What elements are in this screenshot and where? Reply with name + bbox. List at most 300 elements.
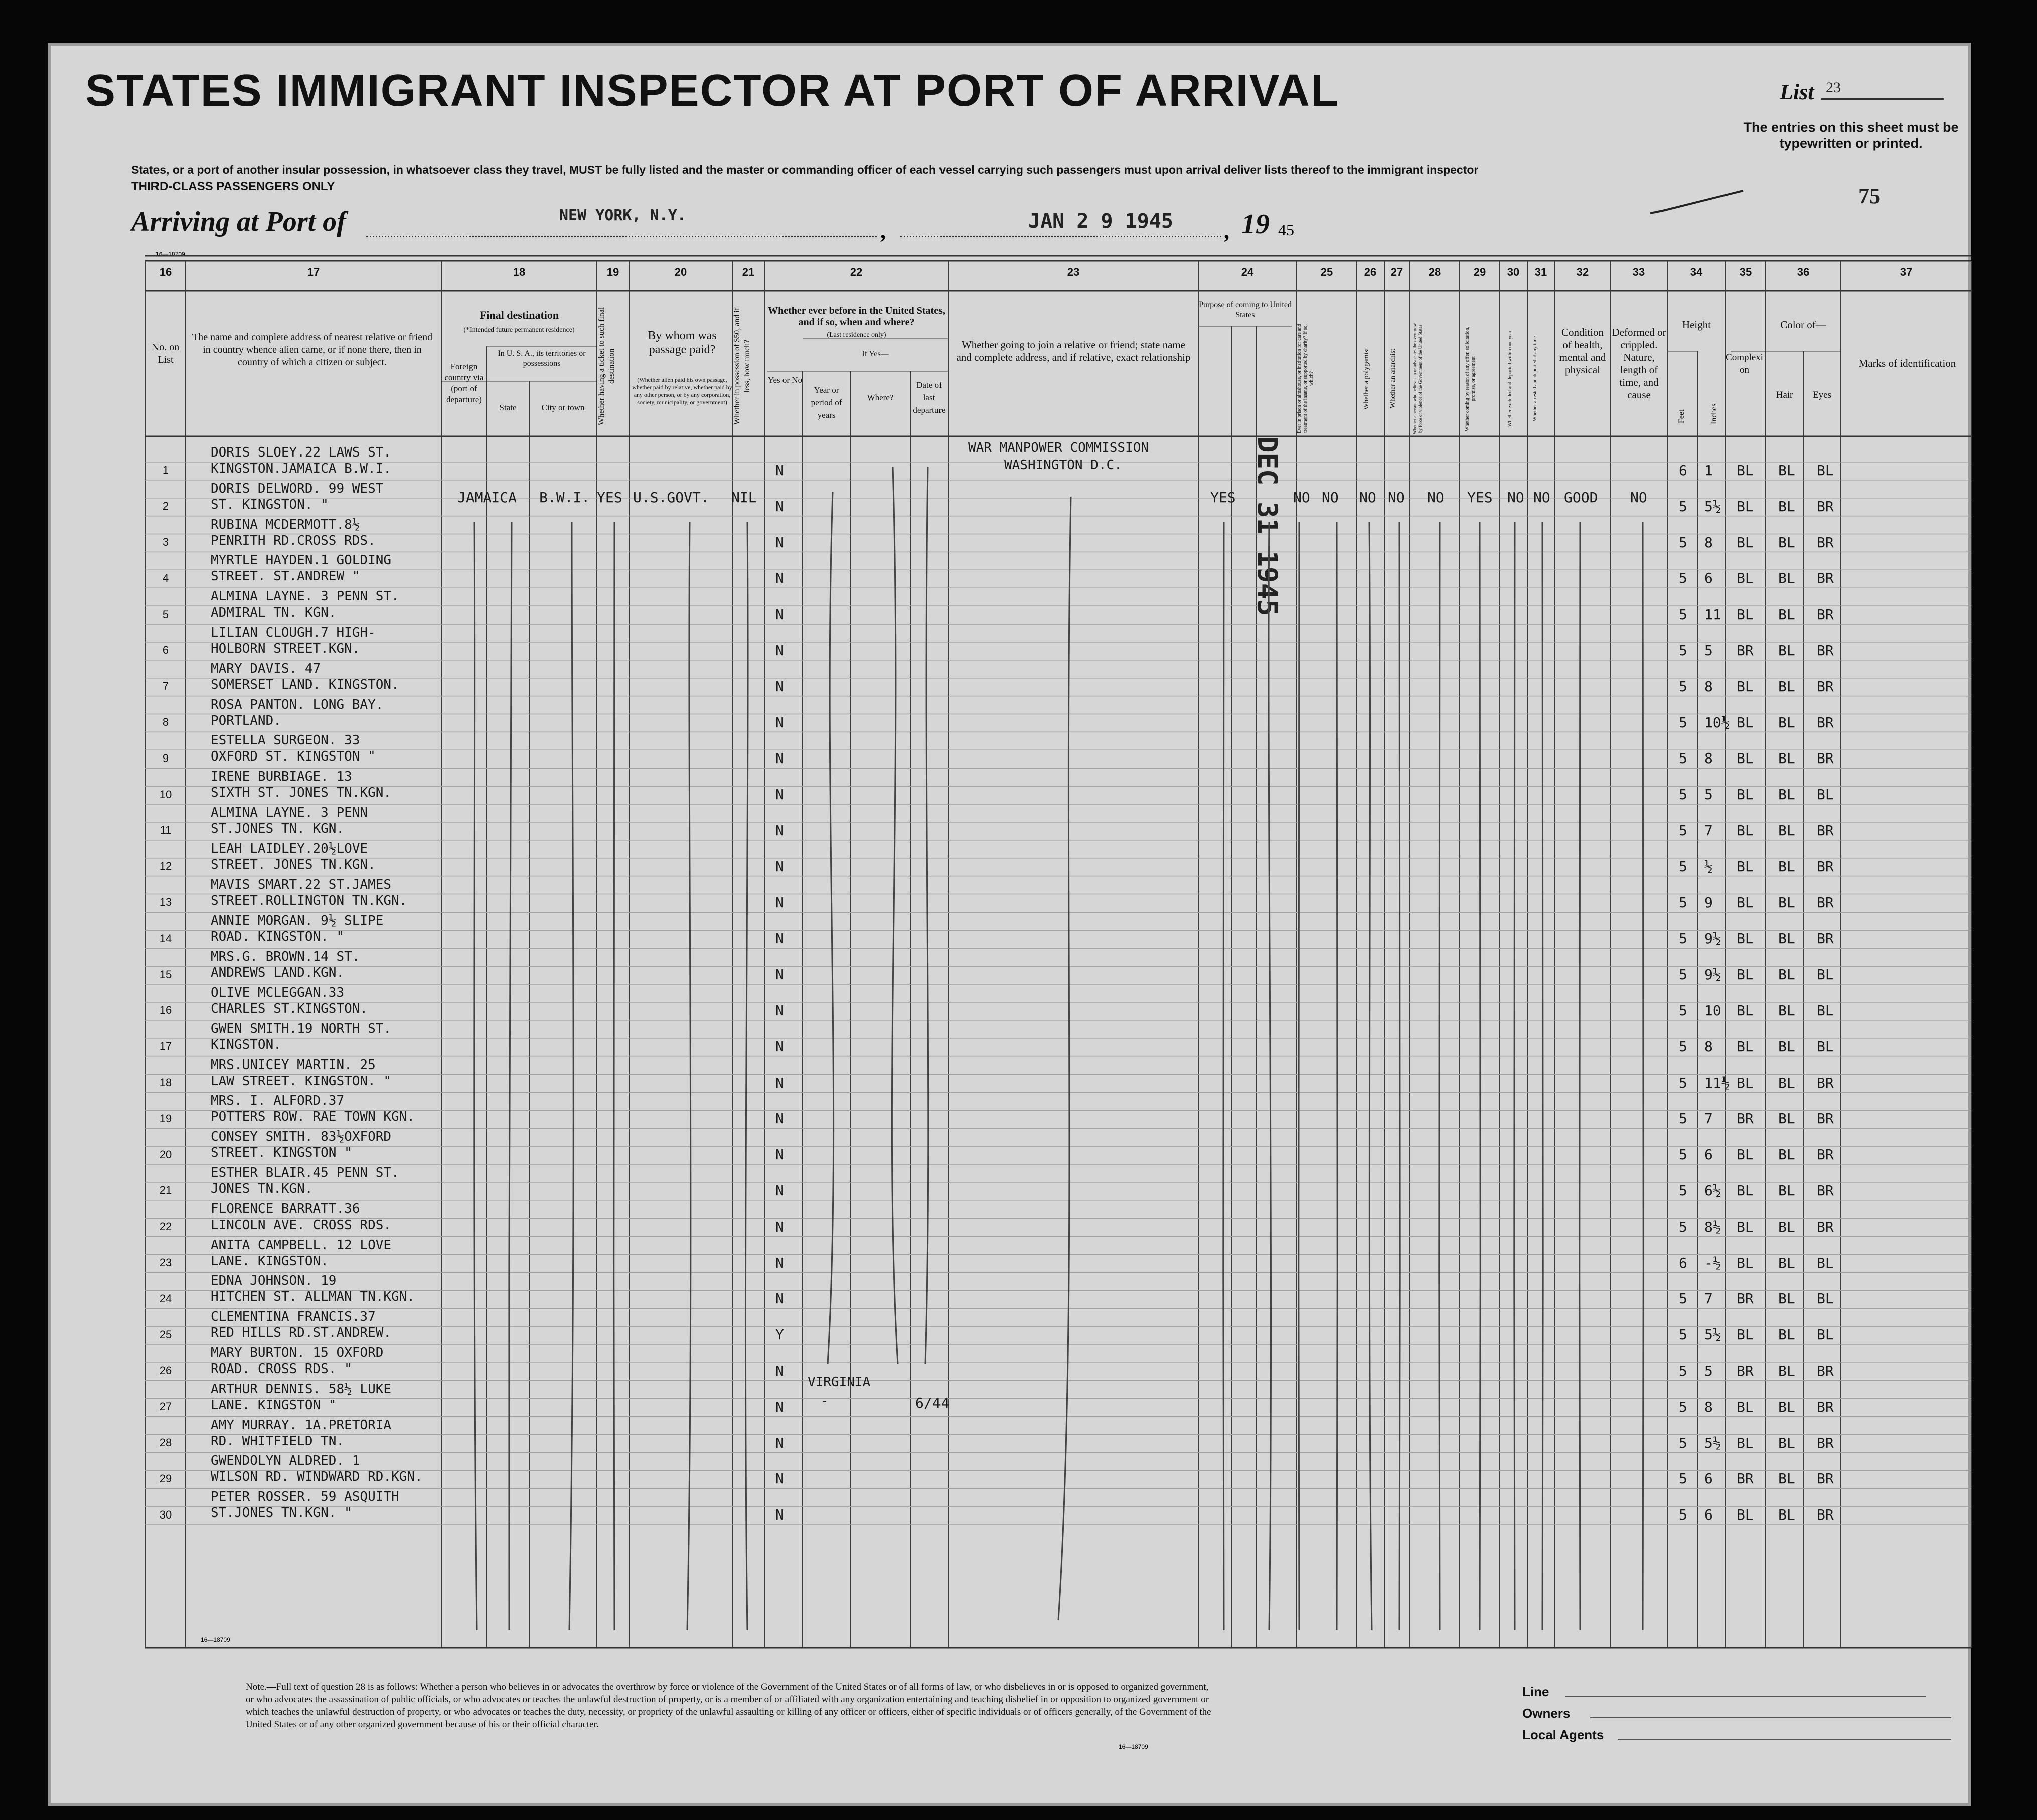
header-foreign-country: Foreign country via (port of departure)	[444, 362, 484, 404]
height-feet-value: 6	[1679, 1254, 1687, 1271]
passenger-relative-line-1: ALMINA LAYNE. 3 PENN ST.	[211, 589, 399, 604]
column-number: 35	[1739, 266, 1752, 278]
year-prefix: 19	[1241, 209, 1270, 240]
header-deformed: Deformed or crippled. Nature, length of time, and cause	[1612, 326, 1666, 401]
passenger-relative-line-2: PENRITH RD.CROSS RDS.	[211, 533, 376, 548]
passenger-relative-line-1: ANITA CAMPBELL. 12 LOVE	[211, 1237, 392, 1253]
passenger-relative-line-2: WILSON RD. WINDWARD RD.KGN.	[211, 1469, 423, 1485]
header-yes-no: Yes or No	[767, 375, 803, 385]
eye-color-value: BR	[1817, 894, 1834, 911]
header-passage-paid: By whom was passage paid?	[648, 329, 717, 356]
row-number: 2	[162, 500, 169, 513]
header-marks: Marks of identification	[1858, 357, 1956, 369]
foreign-country-value: JAMAICA	[457, 489, 517, 506]
height-inches-value: 7	[1704, 1290, 1713, 1307]
column-number: 26	[1364, 266, 1377, 278]
joining-line-2: WASHINGTON D.C.	[1004, 458, 1122, 473]
height-inches-value: 1	[1704, 462, 1713, 479]
hair-color-value: BL	[1778, 1398, 1795, 1415]
header-in-usa: In U. S. A., its territories or possessions	[498, 349, 586, 368]
height-inches-value: 5	[1704, 786, 1713, 803]
passenger-relative-line-1: CONSEY SMITH. 83½OXFORD	[211, 1129, 392, 1145]
eye-color-value: BR	[1817, 1506, 1834, 1524]
column-number: 37	[1900, 266, 1913, 278]
header-no-on-list: No. on List	[151, 342, 180, 365]
column-number: 21	[742, 266, 755, 278]
height-feet-value: 5	[1679, 1038, 1687, 1055]
passenger-relative-line-1: ESTHER BLAIR.45 PENN ST.	[211, 1165, 399, 1180]
eye-color-value: BR	[1817, 1470, 1834, 1487]
previously-in-us-value: N	[775, 1434, 784, 1451]
class-line: THIRD-CLASS PASSENGERS ONLY	[131, 180, 335, 193]
complexion-value: BL	[1737, 678, 1754, 695]
height-feet-value: 5	[1679, 1002, 1687, 1019]
height-feet-value: 5	[1679, 678, 1687, 695]
passenger-relative-line-2: PORTLAND.	[211, 713, 281, 728]
passenger-relative-line-2: RD. WHITFIELD TN.	[211, 1433, 345, 1449]
passenger-relative-line-1: LILIAN CLOUGH.7 HIGH-	[211, 625, 376, 640]
passenger-relative-line-2: ROAD. KINGSTON. "	[211, 929, 345, 945]
header-inches: Inches	[1710, 403, 1718, 424]
header-offer: Whether coming by reason of any offer, solicitation, promise, or agreement	[1465, 326, 1476, 431]
row-number: 11	[160, 824, 172, 837]
eye-color-value: BR	[1817, 858, 1834, 875]
arrested-value: NO	[1533, 489, 1550, 506]
height-feet-value: 5	[1679, 498, 1687, 515]
height-inches-value: 7	[1704, 1110, 1713, 1127]
height-feet-value: 5	[1679, 714, 1687, 731]
column-number: 27	[1390, 266, 1403, 278]
complexion-value: BR	[1737, 1290, 1754, 1307]
height-inches-value: 5	[1704, 642, 1713, 659]
previously-in-us-value: N	[775, 1254, 784, 1271]
hair-color-value: BL	[1778, 1470, 1795, 1487]
hair-color-value: BL	[1778, 678, 1795, 695]
eye-color-value: BL	[1817, 1290, 1834, 1307]
header-hair: Hair	[1776, 390, 1793, 400]
previous-where-value: VIRGINIA	[808, 1375, 871, 1390]
passenger-relative-line-2: STREET.ROLLINGTON TN.KGN.	[211, 893, 407, 908]
passenger-relative-line-2: ADMIRAL TN. KGN.	[211, 605, 337, 621]
hair-color-value: BL	[1778, 462, 1795, 479]
passenger-relative-line-2: ST.JONES TN. KGN.	[211, 821, 345, 836]
complexion-value: BL	[1737, 1218, 1754, 1235]
passenger-relative-line-2: ST. KINGSTON. "	[211, 497, 329, 512]
complexion-value: BL	[1737, 498, 1754, 515]
eye-color-value: BL	[1817, 966, 1834, 983]
header-year: Year or period of years	[811, 385, 842, 420]
money-value: NIL	[731, 489, 757, 506]
offer-value: YES	[1467, 489, 1493, 506]
hair-color-value: BL	[1778, 1434, 1795, 1451]
row-number: 6	[162, 644, 169, 657]
height-inches-value: 11½	[1704, 1074, 1730, 1091]
height-inches-value: 8	[1704, 1398, 1713, 1415]
header-anarchist: Whether an anarchist	[1389, 349, 1397, 409]
previously-in-us-value: N	[775, 786, 784, 803]
eye-color-value: BR	[1817, 1074, 1834, 1091]
previously-in-us-value: N	[775, 966, 784, 983]
eye-color-value: BR	[1817, 498, 1834, 515]
passenger-relative-line-1: LEAH LAIDLEY.20½LOVE	[211, 841, 368, 856]
eye-color-value: BR	[1817, 1146, 1834, 1163]
passenger-relative-line-1: ESTELLA SURGEON. 33	[211, 733, 360, 748]
header-arrested: Whether arrested and deported at any time	[1532, 336, 1538, 421]
header-feet: Feet	[1677, 409, 1686, 423]
sheet-number: 75	[1858, 184, 1881, 208]
passenger-relative-line-1: GWEN SMITH.19 NORTH ST.	[211, 1021, 392, 1036]
eye-color-value: BR	[1817, 930, 1834, 947]
complexion-value: BR	[1737, 1362, 1754, 1379]
passenger-relative-line-2: ST.JONES TN.KGN. "	[211, 1505, 352, 1521]
column-number: 34	[1690, 266, 1703, 278]
passenger-relative-line-1: IRENE BURBIAGE. 13	[211, 769, 352, 785]
row-number: 20	[159, 1148, 172, 1161]
passenger-relative-line-1: GWENDOLYN ALDRED. 1	[211, 1453, 360, 1469]
height-inches-value: 9½	[1704, 966, 1721, 983]
question-28-note: Note.—Full text of question 28 is as follows: Whether a person who believes in or advocates the overthrow by force or violence of the Government of the United States or of all forms of law, or who disbelieves in or is opposed to organized government, or who advocates the assassination of public officials, or who advocates or teaches the unlawful destruction of property, or is a member of or affiliated with any organization entertaining and teaching disbelief in or opposition to organized government or which teaches the unlawful destruction of property, or who advocates or teaches the duty, necessity, or propriety of the unlawful assaulting or killing of any officer or officers, either of specific individuals or of officers generally, of the Government of the United States or of any other organized government because of his or their official character.	[246, 1682, 1211, 1730]
column-number: 20	[674, 266, 687, 278]
anarchist-value: NO	[1388, 489, 1405, 506]
previously-in-us-value: N	[775, 750, 784, 767]
previously-in-us-value: N	[775, 894, 784, 911]
eye-color-value: BR	[1817, 714, 1834, 731]
page-title: STATES IMMIGRANT INSPECTOR AT PORT OF ARRIVAL	[85, 66, 1339, 116]
header-height: Height	[1682, 319, 1711, 331]
previously-in-us-value: N	[775, 1470, 784, 1487]
line-label: Line	[1522, 1684, 1549, 1699]
row-number: 9	[162, 751, 169, 765]
height-inches-value: 10	[1704, 1002, 1721, 1019]
eye-color-value: BR	[1817, 1182, 1834, 1199]
previously-in-us-value: N	[775, 858, 784, 875]
hair-color-value: BL	[1778, 570, 1795, 587]
hair-color-value: BL	[1778, 1506, 1795, 1524]
note-form-code: 16—18709	[1119, 1743, 1148, 1750]
column-number: 36	[1797, 266, 1810, 278]
header-health: Condition of health, mental and physical	[1559, 326, 1606, 376]
passenger-relative-line-1: MAVIS SMART.22 ST.JAMES	[211, 877, 392, 892]
height-inches-value: 8½	[1704, 1218, 1721, 1235]
previously-in-us-value: N	[775, 678, 784, 695]
height-inches-value: 7	[1704, 822, 1713, 839]
previously-in-us-value: N	[775, 1110, 784, 1127]
height-feet-value: 5	[1679, 786, 1687, 803]
eye-color-value: BL	[1817, 1002, 1834, 1019]
subtitle: States, or a port of another insular possession, in whatsoever class they travel, MUST be fully listed and the master or commanding officer of each vessel carrying such passengers must upon arrival deliver lists thereof to the immigrant inspector	[131, 163, 1479, 176]
column-number: 16	[159, 266, 172, 278]
passenger-relative-line-2: SIXTH ST. JONES TN.KGN.	[211, 785, 392, 801]
passenger-relative-line-1: CLEMENTINA FRANCIS.37	[211, 1309, 376, 1325]
eye-color-value: BR	[1817, 822, 1834, 839]
excluded-value: NO	[1507, 489, 1524, 506]
arriving-label: Arriving at Port of	[131, 206, 346, 237]
hair-color-value: BL	[1778, 930, 1795, 947]
eye-color-value: BL	[1817, 1038, 1834, 1055]
hair-color-value: BL	[1778, 966, 1795, 983]
complexion-value: BL	[1737, 1506, 1754, 1524]
passenger-relative-line-2: STREET. ST.ANDREW "	[211, 569, 360, 584]
row-number: 8	[162, 716, 169, 729]
hair-color-value: BL	[1778, 750, 1795, 767]
row-number: 10	[159, 788, 172, 801]
passenger-relative-line-2: LANE. KINGSTON "	[211, 1397, 337, 1413]
eye-color-value: BR	[1817, 642, 1834, 659]
typewritten-instruction: The entries on this sheet must be typewritten or printed.	[1743, 120, 1959, 151]
prison-value: NO	[1322, 489, 1339, 506]
row-number: 25	[159, 1328, 172, 1341]
hair-color-value: BL	[1778, 714, 1795, 731]
header-where: Where?	[867, 393, 894, 402]
passenger-relative-line-1: PETER ROSSER. 59 ASQUITH	[211, 1489, 399, 1505]
row-number: 3	[162, 536, 169, 549]
column-number: 25	[1320, 266, 1333, 278]
eye-color-value: BR	[1817, 1398, 1834, 1415]
hair-color-value: BL	[1778, 1326, 1795, 1343]
local-agents-label: Local Agents	[1522, 1727, 1604, 1742]
passenger-relative-line-1: AMY MURRAY. 1A.PRETORIA	[211, 1417, 392, 1433]
complexion-value: BL	[1737, 930, 1754, 947]
previously-in-us-value: Y	[775, 1326, 784, 1343]
passenger-relative-line-1: EDNA JOHNSON. 19	[211, 1273, 337, 1289]
passenger-relative-line-1: MARY BURTON. 15 OXFORD	[211, 1345, 384, 1360]
row-number: 19	[159, 1112, 172, 1125]
passenger-relative-line-2: LINCOLN AVE. CROSS RDS.	[211, 1217, 392, 1233]
previously-in-us-value: N	[775, 930, 784, 947]
header-final-destination-note: (*Intended future permanent residence)	[463, 326, 575, 334]
complexion-value: BL	[1737, 786, 1754, 803]
complexion-value: BL	[1737, 1434, 1754, 1451]
complexion-value: BL	[1737, 570, 1754, 587]
header-complexion: Complexion	[1726, 352, 1763, 375]
passenger-relative-line-1: OLIVE MCLEGGAN.33	[211, 985, 345, 1000]
row-number: 18	[159, 1076, 172, 1089]
previously-in-us-value: N	[775, 534, 784, 551]
header-excluded: Whether excluded and deported within one year	[1507, 330, 1513, 427]
row-number: 21	[159, 1184, 172, 1197]
previously-in-us-value: N	[775, 714, 784, 731]
passenger-relative-line-2: ANDREWS LAND.KGN.	[211, 965, 345, 981]
height-feet-value: 5	[1679, 1074, 1687, 1091]
column-number: 33	[1632, 266, 1645, 278]
joining-line-1: WAR MANPOWER COMMISSION	[968, 440, 1149, 456]
complexion-value: BL	[1737, 966, 1754, 983]
height-inches-value: 6½	[1704, 1182, 1721, 1199]
previously-in-us-value: N	[775, 642, 784, 659]
eye-color-value: BR	[1817, 750, 1834, 767]
header-city: City or town	[541, 403, 585, 412]
row-number: 12	[159, 860, 172, 873]
complexion-value: BL	[1737, 894, 1754, 911]
height-feet-value: 5	[1679, 642, 1687, 659]
height-feet-value: 5	[1679, 750, 1687, 767]
height-feet-value: 6	[1679, 462, 1687, 479]
column-number: 30	[1507, 266, 1520, 278]
eye-color-value: BR	[1817, 1218, 1834, 1235]
previously-in-us-value: N	[775, 1074, 784, 1091]
row-number: 30	[159, 1508, 172, 1521]
row-number: 1	[162, 464, 169, 477]
height-inches-value: 5½	[1704, 498, 1721, 515]
row-number: 4	[162, 571, 169, 584]
passenger-relative-line-2: KINGSTON.JAMAICA B.W.I.	[211, 461, 392, 476]
passenger-relative-line-2: LANE. KINGSTON.	[211, 1253, 329, 1269]
arrival-date-stamp: JAN 2 9 1945	[1028, 210, 1173, 233]
column-number: 18	[513, 266, 526, 278]
list-label: List	[1780, 80, 1814, 104]
c24c-value: NO	[1293, 489, 1310, 506]
passenger-relative-line-1: MYRTLE HAYDEN.1 GOLDING	[211, 553, 392, 568]
previously-in-us-value: N	[775, 1038, 784, 1055]
footer-form-code: 16—18709	[201, 1636, 230, 1643]
height-inches-value: 5	[1704, 1362, 1713, 1379]
complexion-value: BR	[1737, 1470, 1754, 1487]
health-value: GOOD	[1564, 489, 1598, 506]
passenger-relative-line-1: DORIS DELWORD. 99 WEST	[211, 481, 384, 496]
height-feet-value: 5	[1679, 1110, 1687, 1127]
header-relative-address: The name and complete address of nearest relative or friend in country whence alien came, or if none there, then in country of which a citizen or subject.	[192, 332, 433, 368]
height-feet-value: 5	[1679, 894, 1687, 911]
height-inches-value: 8	[1704, 534, 1713, 551]
hair-color-value: BL	[1778, 858, 1795, 875]
header-eyes: Eyes	[1813, 390, 1831, 400]
complexion-value: BL	[1737, 1146, 1754, 1163]
height-feet-value: 5	[1679, 1470, 1687, 1487]
passenger-relative-line-1: ROSA PANTON. LONG BAY.	[211, 697, 384, 712]
complexion-value: BR	[1737, 642, 1754, 659]
eye-color-value: BL	[1817, 786, 1834, 803]
height-inches-value: 8	[1704, 1038, 1713, 1055]
complexion-value: BL	[1737, 714, 1754, 731]
complexion-value: BL	[1737, 606, 1754, 623]
hair-color-value: BL	[1778, 534, 1795, 551]
previously-in-us-value: N	[775, 1362, 784, 1379]
header-state: State	[499, 403, 517, 412]
height-feet-value: 5	[1679, 966, 1687, 983]
eye-color-value: BR	[1817, 678, 1834, 695]
form-code: 16—18709	[155, 251, 185, 258]
passenger-relative-line-2: ROAD. CROSS RDS. "	[211, 1361, 352, 1377]
eye-color-value: BR	[1817, 1434, 1834, 1451]
height-feet-value: 5	[1679, 858, 1687, 875]
list-number: 23	[1826, 79, 1841, 96]
passenger-relative-line-1: ARTHUR DENNIS. 58½ LUKE	[211, 1381, 392, 1397]
passenger-relative-line-1: MARY DAVIS. 47	[211, 661, 321, 676]
height-inches-value: 8	[1704, 678, 1713, 695]
height-inches-value: 6	[1704, 1506, 1713, 1524]
previous-year-value: -	[820, 1392, 829, 1409]
passenger-relative-line-1: RUBINA MCDERMOTT.8½	[211, 517, 360, 532]
column-number: 24	[1241, 266, 1254, 278]
ticket-value: YES	[597, 489, 622, 506]
passenger-relative-line-1: FLORENCE BARRATT.36	[211, 1201, 360, 1217]
column-number: 31	[1534, 266, 1547, 278]
row-number: 14	[159, 932, 172, 945]
row-number: 27	[159, 1400, 172, 1413]
passenger-relative-line-2: STREET. KINGSTON "	[211, 1145, 352, 1161]
height-feet-value: 5	[1679, 1146, 1687, 1163]
eye-color-value: BL	[1817, 462, 1834, 479]
header-joining: Whether going to join a relative or friend; state name and complete address, and if relative, exact relationship	[956, 339, 1191, 363]
height-feet-value: 5	[1679, 1506, 1687, 1524]
eye-color-value: BR	[1817, 534, 1834, 551]
previously-in-us-value: N	[775, 1398, 784, 1415]
complexion-value: BL	[1737, 1254, 1754, 1271]
height-inches-value: 11	[1704, 606, 1721, 623]
hair-color-value: BL	[1778, 1110, 1795, 1127]
passenger-relative-line-2: JONES TN.KGN.	[211, 1181, 313, 1196]
complexion-value: BL	[1737, 750, 1754, 767]
time-stamp: DEC 31 1945	[1251, 436, 1283, 616]
row-number: 26	[159, 1364, 172, 1377]
owners-field	[1590, 1717, 1951, 1718]
hair-color-value: BL	[1778, 894, 1795, 911]
passenger-relative-line-1: ANNIE MORGAN. 9½ SLIPE	[211, 913, 384, 929]
height-inches-value: 9½	[1704, 930, 1721, 947]
eye-color-value: BL	[1817, 1326, 1834, 1343]
previously-in-us-value: N	[775, 570, 784, 587]
comma: ,	[880, 219, 886, 243]
purpose-value: YES	[1210, 489, 1236, 506]
column-number: 17	[307, 266, 320, 278]
eye-color-value: BR	[1817, 570, 1834, 587]
paid-by-value: U.S.GOVT.	[633, 489, 709, 506]
row-number: 16	[159, 1004, 172, 1017]
passenger-relative-line-2: HITCHEN ST. ALLMAN TN.KGN.	[211, 1289, 415, 1305]
height-inches-value: ½	[1704, 858, 1713, 875]
row-number: 29	[159, 1472, 172, 1485]
height-feet-value: 5	[1679, 606, 1687, 623]
previously-in-us-value: N	[775, 1290, 784, 1307]
passenger-relative-line-2: CHARLES ST.KINGSTON.	[211, 1001, 368, 1016]
previously-in-us-value: N	[775, 1218, 784, 1235]
previously-in-us-value: N	[775, 462, 784, 479]
complexion-value: BL	[1737, 1074, 1754, 1091]
previously-in-us-value: N	[775, 1506, 784, 1524]
column-number: 28	[1428, 266, 1441, 278]
row-number: 17	[159, 1040, 172, 1053]
hair-color-value: BL	[1778, 498, 1795, 515]
column-number: 29	[1473, 266, 1486, 278]
eye-color-value: BL	[1817, 1254, 1834, 1271]
height-feet-value: 5	[1679, 822, 1687, 839]
row-number: 5	[162, 608, 169, 621]
row-number: 24	[159, 1292, 172, 1305]
row-number: 13	[159, 896, 172, 909]
hair-color-value: BL	[1778, 1146, 1795, 1163]
hair-color-value: BL	[1778, 1362, 1795, 1379]
column-number: 22	[850, 266, 863, 278]
header-overthrow: Whether a person who believes in or advocates the overthrow by force or violence of the Government of the United States	[1412, 323, 1423, 435]
previously-in-us-value: N	[775, 1146, 784, 1163]
eye-color-value: BR	[1817, 1362, 1834, 1379]
previously-in-us-value: N	[775, 498, 784, 515]
column-number: 32	[1576, 266, 1589, 278]
hair-color-value: BL	[1778, 1254, 1795, 1271]
height-feet-value: 5	[1679, 1290, 1687, 1307]
passenger-relative-line-2: POTTERS ROW. RAE TOWN KGN.	[211, 1109, 415, 1125]
height-inches-value: 10½	[1704, 714, 1730, 731]
deformed-value: NO	[1630, 489, 1647, 506]
complexion-value: BL	[1737, 858, 1754, 875]
line-field	[1565, 1696, 1926, 1697]
header-passage-paid-note: (Whether alien paid his own passage, whether paid by relative, whether paid by any other person, or by any corporation, society, municipality, or government)	[632, 376, 732, 406]
height-feet-value: 5	[1679, 570, 1687, 587]
complexion-value: BL	[1737, 534, 1754, 551]
height-inches-value: 9	[1704, 894, 1713, 911]
hair-color-value: BL	[1778, 1182, 1795, 1199]
previously-in-us-value: N	[775, 1002, 784, 1019]
